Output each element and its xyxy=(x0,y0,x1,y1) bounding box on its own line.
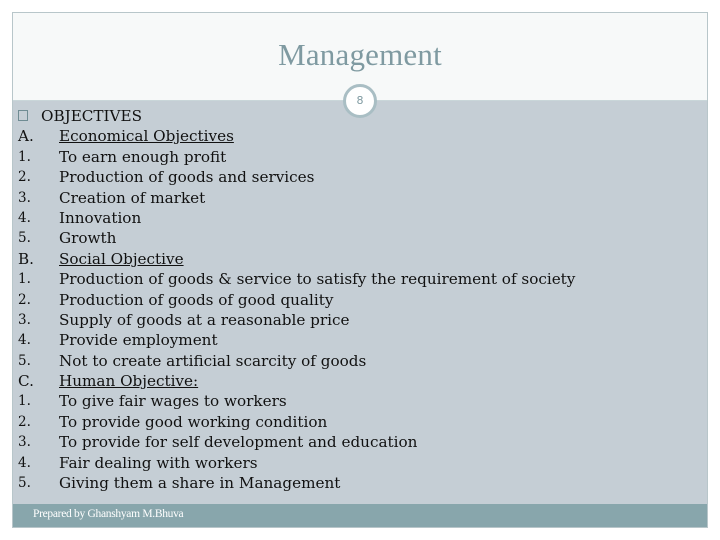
slide-title: Management xyxy=(278,37,442,72)
list-item xyxy=(18,453,688,473)
item-text: Provide employment xyxy=(59,331,218,350)
item-number: 5. xyxy=(18,352,31,369)
item-number: 3. xyxy=(18,189,31,206)
square-bullet-icon xyxy=(18,110,28,121)
list-item xyxy=(18,290,688,310)
section-title: Human Objective: xyxy=(59,372,199,391)
section-title: Economical Objectives xyxy=(59,127,234,146)
item-text: Creation of market xyxy=(59,188,206,207)
list-item xyxy=(18,310,688,330)
slide-footer xyxy=(13,504,707,527)
item-number: 5. xyxy=(18,230,31,247)
item-text: Production of goods and services xyxy=(59,168,315,187)
list-item xyxy=(18,228,688,248)
item-number: 4. xyxy=(18,454,31,471)
section-title-row xyxy=(18,249,688,269)
section-title-row xyxy=(18,371,688,391)
item-text: Not to create artificial scarcity of goods xyxy=(59,351,367,370)
item-text: To provide good working condition xyxy=(59,412,328,431)
list-item xyxy=(18,432,688,452)
section-title: Social Objective xyxy=(59,249,184,268)
item-number: 3. xyxy=(18,434,31,451)
list-item xyxy=(18,473,688,493)
footer-text: Prepared by Ghanshyam M.Bhuva xyxy=(33,508,184,520)
list-item xyxy=(18,269,688,289)
item-text: Production of goods & service to satisfy the requirement of society xyxy=(59,270,576,289)
item-number: 1. xyxy=(18,148,31,165)
item-number: 4. xyxy=(18,332,31,349)
item-number: 5. xyxy=(18,475,31,492)
item-number: 4. xyxy=(18,209,31,226)
list-item xyxy=(18,188,688,208)
section-title-row xyxy=(18,126,688,146)
item-number: 3. xyxy=(18,311,31,328)
list-item xyxy=(18,167,688,187)
page-number-badge: 8 xyxy=(343,84,377,118)
section-marker: B. xyxy=(18,249,34,268)
list-item xyxy=(18,391,688,411)
section-marker: A. xyxy=(18,127,34,146)
item-number: 2. xyxy=(18,413,31,430)
list-item xyxy=(18,351,688,371)
item-number: 1. xyxy=(18,271,31,288)
section-marker: C. xyxy=(18,372,34,391)
list-item xyxy=(18,147,688,167)
list-item xyxy=(18,412,688,432)
item-text: To earn enough profit xyxy=(59,147,227,166)
item-number: 2. xyxy=(18,291,31,308)
item-text: Production of goods of good quality xyxy=(59,290,334,309)
item-text: To provide for self development and education xyxy=(59,433,418,452)
item-text: To give fair wages to workers xyxy=(59,392,287,411)
item-text: Giving them a share in Management xyxy=(59,474,341,493)
list-item xyxy=(18,208,688,228)
item-text: Supply of goods at a reasonable price xyxy=(59,310,350,329)
item-number: 1. xyxy=(18,393,31,410)
list-item xyxy=(18,330,688,350)
item-text: Growth xyxy=(59,229,117,248)
objectives-heading: OBJECTIVES xyxy=(41,107,142,125)
item-text: Fair dealing with workers xyxy=(59,453,258,472)
objectives-list xyxy=(18,106,688,493)
item-text: Innovation xyxy=(59,208,142,227)
item-number: 2. xyxy=(18,169,31,186)
